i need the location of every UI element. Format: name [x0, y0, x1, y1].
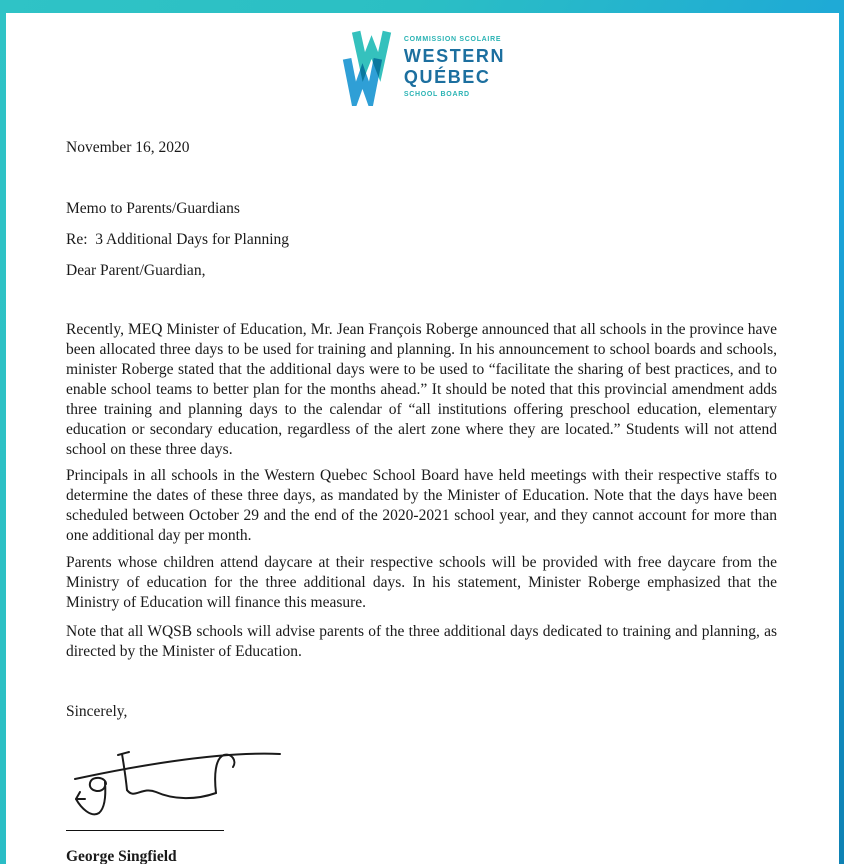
- logo-org-name-line2: QUÉBEC: [403, 67, 491, 87]
- memo-line: Memo to Parents/Guardians: [66, 200, 240, 217]
- letter-page: [6, 13, 839, 864]
- signatory-name: George Singfield: [66, 848, 177, 864]
- closing: Sincerely,: [66, 703, 128, 720]
- signature-block: [66, 742, 777, 864]
- logo-org-top: COMMISSION SCOLAIRE: [403, 35, 502, 43]
- salutation: Dear Parent/Guardian,: [66, 262, 206, 279]
- wqsb-logo-text: [404, 36, 505, 98]
- date-line: November 16, 2020: [66, 139, 190, 156]
- paragraph-3: Parents whose children attend daycare at their respective schools will be provided with free daycare from the Ministry of education for the three additional days. In his statement, Minister Roberge emphasized that the Ministry of Education will finance this measure.: [66, 554, 777, 611]
- wqsb-logo: [66, 13, 777, 106]
- re-line: Re: 3 Additional Days for Planning: [66, 231, 290, 248]
- letter-body: [66, 138, 777, 864]
- signature-handwriting-icon: [66, 742, 290, 822]
- wqsb-double-w-icon: [338, 28, 396, 106]
- paragraph-1: Recently, MEQ Minister of Education, Mr. Jean François Roberge announced that all schools in the province have been allocated three days to be used for training and planning. In his announcement to school boards and schools, minister Roberge stated that the additional days were to be used to “facilitate the sharing of best practices, and to enable school teams to better plan for the months ahead.” It should be noted that this provincial amendment adds three training and planning days to the calendar of “all institutions offering preschool education, elementary education or secondary education, regardless of the alert zone where they are located.” Students will not attend school on these three days.: [66, 321, 777, 458]
- paragraph-4: Note that all WQSB schools will advise parents of the three additional days dedicated to training and planning, as directed by the Minister of Education.: [66, 623, 777, 660]
- logo-org-name-line1: WESTERN: [403, 45, 506, 66]
- signature-line: [66, 830, 224, 831]
- paragraph-2: Principals in all schools in the Western Quebec School Board have held meetings with their respective staffs to determine the dates of these three days, as mandated by the Minister of Education. Note that the days have been scheduled between October 29 and the end of the 2020-2021 school year, and they cannot account for more than one additional day per month.: [66, 467, 777, 544]
- logo-org-bottom: SCHOOL BOARD: [403, 91, 470, 99]
